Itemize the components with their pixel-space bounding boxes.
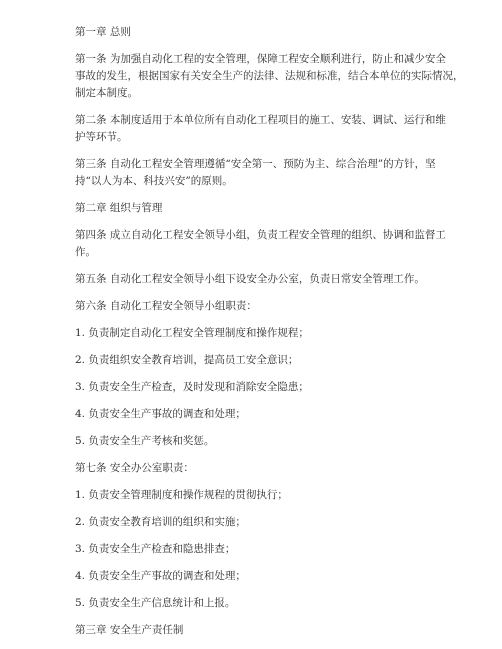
text-line: 护等环节。 [75, 131, 128, 143]
text-line: 2. 负责组织安全教育培训，提高员工安全意识； [75, 354, 299, 366]
document-page [75, 24, 465, 639]
text-line: 第一条 为加强自动化工程的安全管理，保障工程安全顺利进行，防止和减少安全 [75, 53, 446, 65]
text-line: 第二章 组织与管理 [75, 202, 163, 214]
chapter-2-title [75, 200, 465, 217]
article-6-item-3 [75, 379, 465, 396]
text-line: 5. 负责安全生产信息统计和上报。 [75, 597, 236, 609]
article-6-item-2 [75, 352, 465, 369]
text-line: 事故的发生，根据国家有关安全生产的法律、法规和标准，结合本单位的实际情况， [75, 70, 464, 82]
article-7-item-1 [75, 487, 465, 504]
article-4 [75, 227, 465, 261]
text-line: 持“以人为本、科技兴安”的原则。 [75, 175, 233, 187]
article-6 [75, 298, 465, 315]
text-line: 1. 负责制定自动化工程安全管理制度和操作规程； [75, 327, 309, 339]
article-3 [75, 156, 465, 190]
text-line: 作。 [75, 246, 96, 258]
article-1 [75, 51, 465, 102]
text-line: 第六条 自动化工程安全领导小组职责： [75, 300, 257, 312]
article-7-item-4 [75, 568, 465, 585]
article-6-item-1 [75, 325, 465, 342]
article-2 [75, 112, 465, 146]
text-line: 4. 负责安全生产事故的调查和处理； [75, 408, 246, 420]
text-line: 5. 负责安全生产考核和奖惩。 [75, 435, 215, 447]
text-line: 3. 负责安全生产检查，及时发现和消除安全隐患； [75, 381, 309, 393]
article-7 [75, 460, 465, 477]
text-line: 制定本制度。 [75, 87, 138, 99]
text-line: 第五条 自动化工程安全领导小组下设安全办公室，负责日常安全管理工作。 [75, 273, 425, 285]
text-line: 第三条 自动化工程安全管理遵循“安全第一、预防为主、综合治理”的方针，坚 [75, 158, 436, 170]
text-line: 第三章 安全生产责任制 [75, 624, 184, 636]
text-line: 第七条 安全办公室职责： [75, 462, 194, 474]
text-line: 2. 负责安全教育培训的组织和实施； [75, 516, 246, 528]
text-line: 第一章 总则 [75, 26, 131, 38]
text-line: 第二条 本制度适用于本单位所有自动化工程项目的施工、安装、调试、运行和维 [75, 114, 446, 126]
text-line: 1. 负责安全管理制度和操作规程的贯彻执行； [75, 489, 288, 501]
article-6-item-5 [75, 433, 465, 450]
article-6-item-4 [75, 406, 465, 423]
article-5 [75, 271, 465, 288]
text-line: 第四条 成立自动化工程安全领导小组，负责工程安全管理的组织、协调和监督工 [75, 229, 446, 241]
chapter-1-title [75, 24, 465, 41]
text-line: 4. 负责安全生产事故的调查和处理； [75, 570, 246, 582]
article-7-item-5 [75, 595, 465, 612]
text-line: 3. 负责安全生产检查和隐患排查； [75, 543, 236, 555]
chapter-3-title [75, 622, 465, 639]
article-7-item-3 [75, 541, 465, 558]
article-7-item-2 [75, 514, 465, 531]
